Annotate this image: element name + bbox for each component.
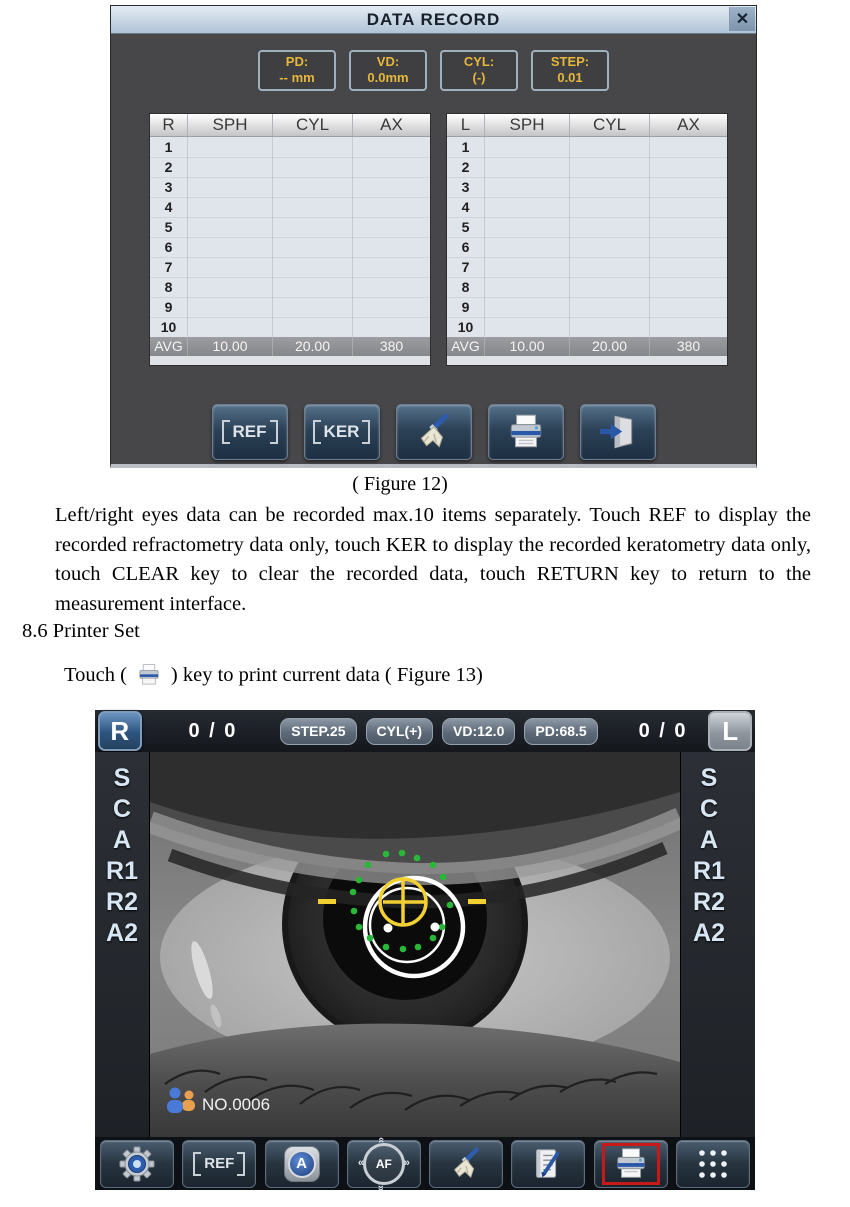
section-heading: 8.6 Printer Set [22, 620, 140, 642]
chevron-right-icon: » [403, 1156, 410, 1169]
patient-number: NO.0006 [202, 1095, 271, 1114]
table-row [447, 197, 727, 217]
print-highlight-frame [602, 1143, 660, 1185]
gear-icon [118, 1145, 156, 1183]
row-num: 10 [447, 317, 485, 338]
pupil-marker-dot [431, 923, 440, 932]
cyl-value: (-) [472, 70, 486, 85]
pupil-marker-dot [384, 924, 393, 933]
row-num: 9 [150, 297, 188, 318]
row-num: 7 [150, 257, 188, 278]
table-row [447, 217, 727, 237]
dialog-titlebar [111, 6, 756, 34]
dialog-param-row [111, 50, 756, 91]
row-num: 10 [150, 317, 188, 338]
left-guide-dash [318, 899, 336, 904]
row-num: 6 [447, 237, 485, 258]
step-value: 0.01 [557, 70, 583, 85]
print-button[interactable] [594, 1140, 668, 1188]
chevron-left-icon: « [357, 1156, 364, 1169]
avg-sph: 10.00 [188, 337, 273, 356]
cyl-label: CYL: [463, 54, 495, 69]
dialog-title: DATA RECORD [366, 9, 501, 29]
right-eye-button[interactable]: R [98, 711, 142, 751]
vd-button[interactable] [349, 50, 427, 91]
row-num: 4 [447, 197, 485, 218]
avg-label: AVG [447, 337, 485, 356]
col-eye: R [150, 114, 188, 136]
ker-button-label: KER [323, 422, 360, 441]
pd-param-button[interactable]: PD:68.5 [524, 718, 597, 745]
table-row [447, 137, 727, 157]
body-paragraph: Left/right eyes data can be recorded max.10 items separately. Touch REF to display the recorded refractometry data only, touch KER to display the recorded keratometry data only, touch CLEAR key to clear the recorded data, touch RETURN key to return to the measurement interface. [55, 504, 811, 615]
cyl-param-button[interactable]: CYL(+) [366, 718, 434, 745]
avg-ax: 380 [676, 338, 701, 354]
cyl-button[interactable] [440, 50, 518, 91]
row-num: 2 [447, 157, 485, 178]
ker-button[interactable] [304, 404, 380, 460]
close-icon[interactable]: ✕ [729, 7, 755, 31]
right-eye-table [149, 113, 431, 366]
main-row [95, 752, 755, 1137]
avg-cyl: 20.00 [570, 337, 650, 356]
clear-button[interactable] [396, 404, 472, 460]
avg-row [150, 337, 430, 356]
vd-param-button[interactable]: VD:12.0 [442, 718, 515, 745]
exit-door-icon [597, 411, 639, 453]
chevron-down-icon: « [374, 1184, 387, 1191]
table-row [447, 177, 727, 197]
vd-label: VD: [376, 54, 400, 69]
row-num: 2 [150, 157, 188, 178]
row-num: 9 [447, 297, 485, 318]
pd-button[interactable] [258, 50, 336, 91]
figure12-caption: ( Figure 12) [352, 473, 448, 495]
grid-dots-icon [695, 1146, 731, 1182]
table-row [150, 297, 430, 317]
right-guide-dash [468, 899, 486, 904]
col-ax: AX [380, 115, 403, 134]
broom-icon [413, 411, 455, 453]
row-num: 3 [150, 177, 188, 198]
print-button[interactable] [488, 404, 564, 460]
table-row [447, 277, 727, 297]
label-r1: R1 [693, 857, 725, 885]
row-num: 1 [150, 137, 188, 158]
pd-value: -- mm [279, 70, 315, 85]
data-record-dialog [110, 5, 757, 468]
broom-icon [447, 1145, 485, 1183]
auto-focus-button[interactable] [347, 1136, 421, 1191]
row-num: 8 [150, 277, 188, 298]
table-row [447, 257, 727, 277]
settings-button[interactable] [100, 1140, 174, 1188]
table-row [150, 157, 430, 177]
auto-focus-icon [357, 1136, 410, 1191]
table-footer-strip [447, 356, 727, 365]
row-num: 1 [447, 137, 485, 158]
row-num: 8 [447, 277, 485, 298]
label-a: A [699, 826, 719, 854]
row-num: 5 [447, 217, 485, 238]
vd-value: 0.0mm [367, 70, 409, 85]
left-counter: 0 / 0 [188, 719, 238, 742]
col-cyl: CYL [273, 114, 353, 136]
table-row [150, 197, 430, 217]
label-r2: R2 [693, 888, 725, 916]
auto-focus-label: AF [375, 1156, 392, 1171]
table-row [150, 237, 430, 257]
ref-button-label: REF [232, 422, 267, 441]
touch-text-post: ) key to print current data ( Figure 13) [170, 663, 483, 686]
dialog-button-row [111, 404, 756, 460]
right-counter: 0 / 0 [638, 719, 688, 742]
ref-mode-label: REF [204, 1154, 235, 1172]
label-r2: R2 [106, 888, 138, 916]
eye-camera-view [150, 752, 680, 1137]
touch-instruction-line [64, 662, 483, 688]
table-header [447, 114, 727, 137]
auto-mode-button[interactable] [265, 1140, 339, 1188]
avg-cyl: 20.00 [273, 337, 353, 356]
printer-icon [505, 411, 547, 453]
measurement-screen [95, 710, 755, 1190]
top-bar [95, 710, 755, 752]
row-num: 3 [447, 177, 485, 198]
row-num: 4 [150, 197, 188, 218]
label-c: C [112, 795, 132, 823]
left-measure-sidebar [95, 752, 150, 1137]
label-s: S [113, 764, 131, 792]
label-a: A [112, 826, 132, 854]
step-button[interactable] [531, 50, 609, 91]
table-row [150, 257, 430, 277]
table-row [447, 317, 727, 337]
table-row [150, 137, 430, 157]
return-button[interactable] [580, 404, 656, 460]
avg-sph: 10.00 [485, 337, 570, 356]
ref-button[interactable] [212, 404, 288, 460]
col-ax: AX [677, 115, 700, 134]
auto-mode-label: A [288, 1150, 316, 1178]
chevron-up-icon: « [374, 1136, 387, 1143]
right-measure-sidebar [680, 752, 755, 1137]
table-row [150, 177, 430, 197]
table-row [150, 317, 430, 337]
row-num: 5 [150, 217, 188, 238]
notepad-icon [529, 1145, 567, 1183]
avg-label: AVG [150, 337, 188, 356]
col-sph: SPH [485, 114, 570, 136]
printer-inline-icon [134, 662, 164, 688]
table-row [150, 217, 430, 237]
col-sph: SPH [188, 114, 273, 136]
avg-ax: 380 [379, 338, 404, 354]
menu-button[interactable] [676, 1140, 750, 1188]
label-a2: A2 [106, 919, 138, 947]
auto-mode-icon [284, 1146, 320, 1182]
left-eye-table [446, 113, 728, 366]
label-r1: R1 [106, 857, 138, 885]
clear-button[interactable] [429, 1140, 503, 1188]
row-num: 7 [447, 257, 485, 278]
col-cyl: CYL [570, 114, 650, 136]
table-row [447, 157, 727, 177]
row-num: 6 [150, 237, 188, 258]
avg-row [447, 337, 727, 356]
step-param-button[interactable]: STEP.25 [280, 718, 356, 745]
table-footer-strip [150, 356, 430, 365]
table-header [150, 114, 430, 137]
eye-image [150, 752, 680, 1137]
step-label: STEP: [550, 54, 590, 69]
table-row [150, 277, 430, 297]
table-row [447, 297, 727, 317]
left-eye-button[interactable]: L [708, 711, 752, 751]
table-row [447, 237, 727, 257]
label-s: S [700, 764, 718, 792]
label-c: C [699, 795, 719, 823]
data-record-button[interactable] [511, 1140, 585, 1188]
col-eye: L [447, 114, 485, 136]
ref-mode-button[interactable] [182, 1140, 256, 1188]
top-param-buttons [280, 718, 597, 745]
label-a2: A2 [693, 919, 725, 947]
touch-text-pre: Touch ( [64, 663, 127, 686]
bottom-toolbar [95, 1137, 755, 1190]
pd-label: PD: [285, 54, 309, 69]
